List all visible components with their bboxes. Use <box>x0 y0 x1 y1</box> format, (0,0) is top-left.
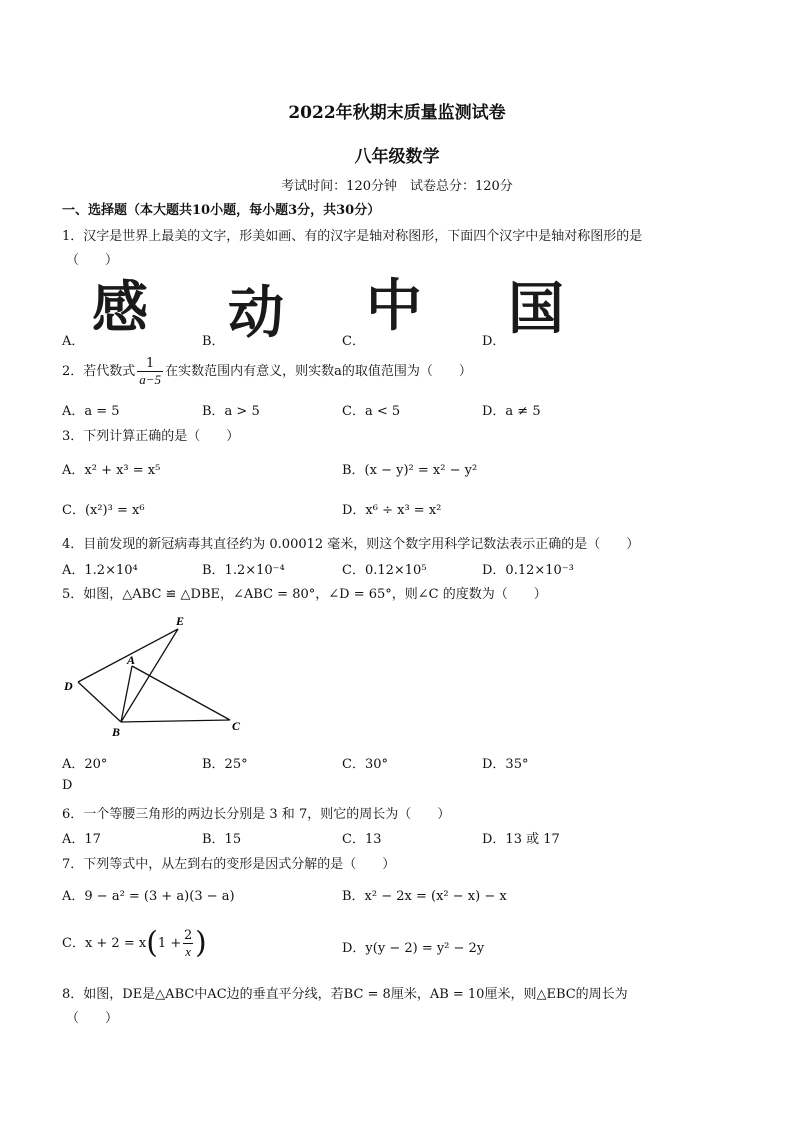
section-heading: 一、选择题（本大题共10小题，每小题3分，共30分） <box>62 203 381 218</box>
q2-option-c: C．a < 5 <box>342 404 401 419</box>
char-option-d: 国 <box>508 277 564 342</box>
segment-bc <box>121 720 230 722</box>
q7-option-c: C．x + 2 = x(1 + $\frac{2}{x}$ ) <box>62 925 207 961</box>
q7-c-num: 2 <box>183 928 193 943</box>
point-label-e: E <box>176 614 185 628</box>
q6-stem: 6．一个等腰三角形的两边长分别是 3 和 7，则它的周长为（ ） <box>62 807 451 822</box>
q2-frac-num: 1 <box>146 356 155 371</box>
q8-stem: 8．如图，DE是△ABC中AC边的垂直平分线，若BC = 8厘米，AB = 10厘米，则△EBC的周长为 <box>62 987 628 1002</box>
q7-stem: 7．下列等式中，从左到右的变形是因式分解的是（ ） <box>62 857 396 872</box>
q3-option-a: A．x² + x³ = x⁵ <box>62 463 161 478</box>
q5-stem: 5．如图，△ABC ≌ △DBE，∠ABC = 80°，∠D = 65°，则∠C 的度数为（ ） <box>62 587 547 602</box>
q4-option-d: D．0.12×10⁻³ <box>482 563 574 578</box>
char-option-a: 感 <box>92 276 148 341</box>
exam-subtitle: 八年级数学 <box>354 147 440 167</box>
q5-triangle-figure <box>60 610 260 745</box>
q2-option-b: B．a > 5 <box>202 404 260 419</box>
q2-prefix: 2．若代数式 <box>62 364 136 379</box>
point-label-b: B <box>112 725 121 739</box>
q1-blank: （ ） <box>66 253 119 268</box>
q6-option-a: A．17 <box>62 832 101 847</box>
point-label-c: C <box>232 719 241 733</box>
point-label-d: D <box>64 679 73 693</box>
char-option-c: 中 <box>366 274 422 339</box>
q4-option-b: B．1.2×10⁻⁴ <box>202 563 285 578</box>
q4-option-c: C．0.12×10⁵ <box>342 563 427 578</box>
exam-title: 2022年秋期末质量监测试卷 <box>288 103 506 123</box>
q1-label-c: C． <box>342 334 365 349</box>
q2-fraction <box>137 356 163 387</box>
segment-db <box>78 682 121 722</box>
q7-c-one: 1 + <box>157 936 182 951</box>
q7-option-a: A．9 − a² = (3 + a)(3 − a) <box>62 889 235 904</box>
q3-stem: 3．下列计算正确的是（ ） <box>62 429 240 444</box>
q2-line <box>62 356 472 387</box>
q4-stem: 4．目前发现的新冠病毒其直径约为 0.00012 毫米，则这个数字用科学记数法表示正确的是（ ） <box>62 537 640 552</box>
q3-option-c: C．(x²)³ = x⁶ <box>62 503 145 518</box>
q3-option-d: D．x⁶ ÷ x³ = x² <box>342 503 442 518</box>
q5-answer: D <box>62 778 73 793</box>
q4-option-a: A．1.2×10⁴ <box>62 563 138 578</box>
q5-option-b: B．25° <box>202 757 248 772</box>
triangle-lines <box>78 629 230 722</box>
q7-c-den: x <box>185 944 191 959</box>
q7-c-fraction <box>183 928 193 959</box>
q2-option-d: D．a ≠ 5 <box>482 404 541 419</box>
char-option-b: 动 <box>228 281 284 346</box>
q7-option-b: B．x² − 2x = (x² − x) − x <box>342 889 507 904</box>
q5-option-d: D．35° <box>482 757 529 772</box>
q1-stem: 1．汉字是世界上最美的文字，形美如画、有的汉字是轴对称图形，下面四个汉字中是轴对称图形的是 <box>62 229 643 244</box>
q2-option-a: A．a = 5 <box>62 404 120 419</box>
q2-suffix: 在实数范围内有意义，则实数a的取值范围为（ ） <box>165 364 472 379</box>
q7-c-prefix: C．x + 2 = x <box>62 936 147 951</box>
exam-info: 考试时间：120分钟 试卷总分：120分 <box>281 179 513 194</box>
q5-option-a: A．20° <box>62 757 108 772</box>
q2-frac-den: a−5 <box>139 372 162 387</box>
q6-option-d: D．13 或 17 <box>482 832 560 847</box>
q1-label-a: A． <box>62 334 85 349</box>
q6-option-b: B．15 <box>202 832 242 847</box>
q1-label-b: B． <box>202 334 225 349</box>
q7-option-d: D．y(y − 2) = y² − 2y <box>342 941 485 956</box>
q6-option-c: C．13 <box>342 832 382 847</box>
point-label-a: A <box>127 653 136 667</box>
segment-ac <box>132 666 230 720</box>
q8-blank: （ ） <box>66 1011 119 1026</box>
q1-label-d: D． <box>482 334 506 349</box>
q3-option-b: B．(x − y)² = x² − y² <box>342 463 478 478</box>
q5-option-c: C．30° <box>342 757 388 772</box>
